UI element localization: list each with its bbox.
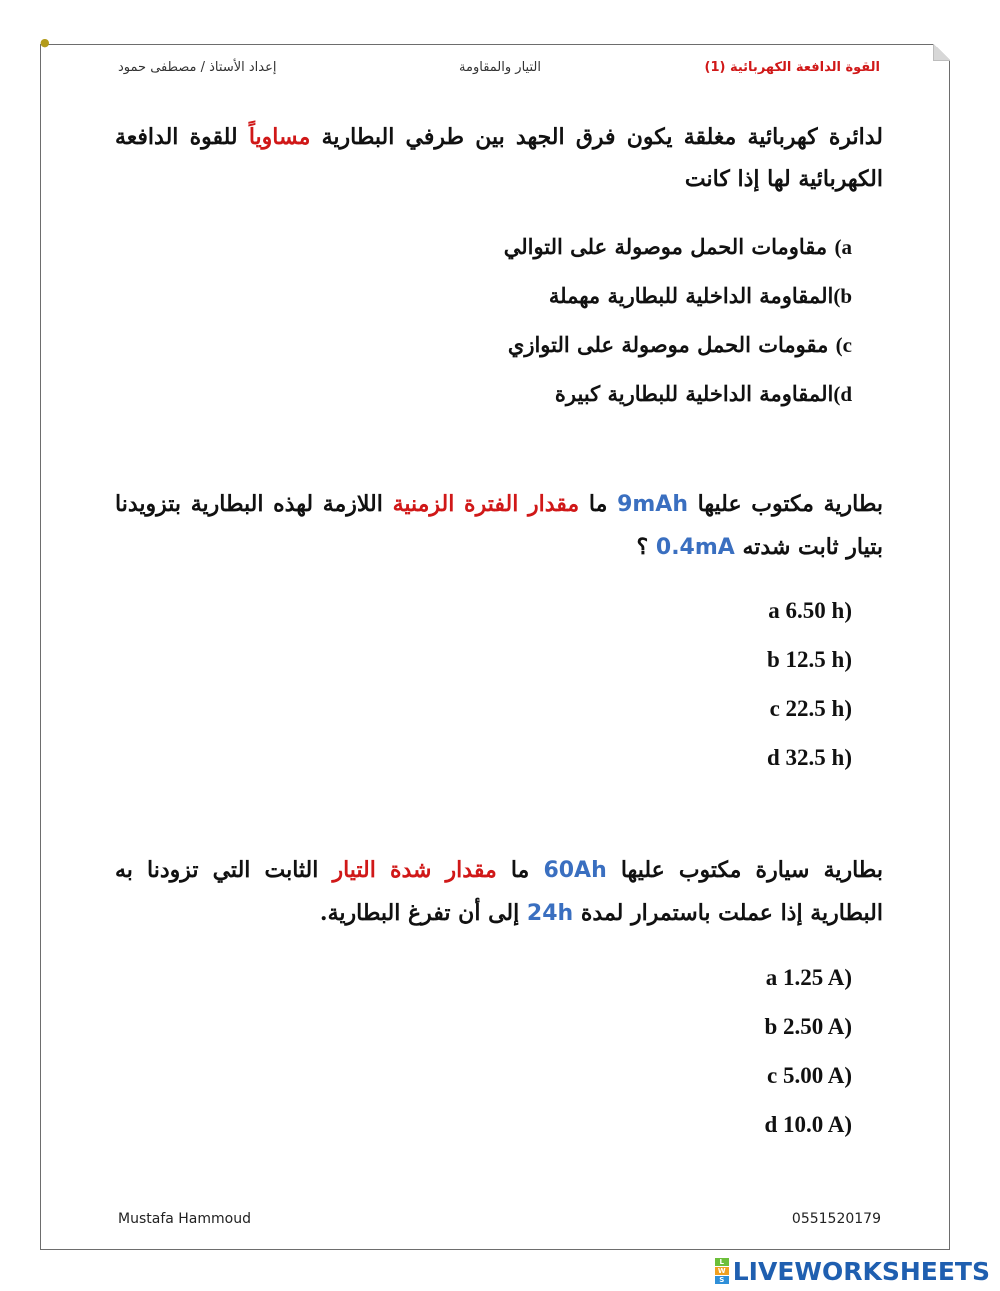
header-title: القوة الدافعة الكهربائية (1) [704,60,880,75]
q1-option-d[interactable] [504,369,852,418]
q2-part1: بطارية مكتوب عليها [697,491,883,517]
question-1-options [504,222,852,418]
q1-option-b[interactable] [504,271,852,320]
q1-highlight: مساوياً [248,124,311,150]
q1-option-d-text: المقاومة الداخلية للبطارية كبيرة [554,381,834,406]
q1-option-b-text: المقاومة الداخلية للبطارية مهملة [548,283,834,308]
logo-letter-w: W [715,1267,729,1275]
q2-option-b[interactable] [767,635,852,684]
q2-option-d-marker: (d [766,745,852,770]
q3-part2: ما [510,857,530,883]
q3-option-a-marker: (a [765,965,852,990]
question-1-text [115,116,883,200]
q3-part3: الثابت التي تزودنا به البطارية إذا عملت باستمرار لمدة [115,857,883,926]
q2-part2: ما [588,491,608,517]
page-fold-corner [933,44,950,61]
q3-part1: بطارية سيارة مكتوب عليها [620,857,883,883]
liveworksheets-brand[interactable] [715,1253,990,1289]
question-3-options [764,953,852,1149]
q1-option-a[interactable] [504,222,852,271]
q1-option-d-marker: d) [833,382,852,406]
q3-option-b-marker: (b [764,1014,852,1039]
q3-option-a[interactable] [764,953,852,1002]
question-2-text [115,483,883,569]
q2-option-c-text: 22.5 h [785,696,845,721]
header-topic: التيار والمقاومة [459,60,541,75]
q2-part3: اللازمة لهذه البطارية بتزويدنا بتيار ثابت شدته [115,491,883,560]
question-3-text [115,849,883,935]
q2-option-a-marker: (a [768,598,852,623]
pin-icon: ● [40,36,50,49]
q3-option-a-text: 1.25 A [782,965,845,990]
q1-option-c-text: مقومات الحمل موصولة على التوازي [507,332,829,357]
logo-letter-l: L [715,1258,729,1266]
q2-option-b-marker: (b [766,647,852,672]
q2-highlight: مقدار الفترة الزمنية [392,491,580,517]
q2-option-a[interactable] [767,586,852,635]
question-2-options [767,586,852,782]
q3-option-c-marker: (c [767,1063,852,1088]
q3-option-c[interactable] [764,1051,852,1100]
liveworksheets-text: LIVEWORKSHEETS [732,1256,990,1286]
q3-value1: 60Ah [543,858,607,883]
q2-option-c[interactable] [767,684,852,733]
q1-option-b-marker: b) [833,284,852,308]
q1-option-c-marker: c) [835,333,852,357]
q3-option-c-text: 5.00 A [782,1063,845,1088]
q3-option-d-text: 10.0 A [782,1112,845,1137]
q3-option-b-text: 2.50 A [782,1014,845,1039]
q2-end: ؟ [636,534,649,560]
footer-phone: 0551520179 [791,1211,881,1227]
q1-option-a-marker: a) [834,235,852,259]
q2-value2: 0.4mA [655,535,735,560]
q3-option-d[interactable] [764,1100,852,1149]
q2-option-a-text: 6.50 h [785,598,845,623]
footer-author-name: Mustafa Hammoud [118,1211,251,1227]
q2-option-d-text: 32.5 h [785,745,845,770]
q3-option-b[interactable] [764,1002,852,1051]
q3-part4: إلى أن تفرغ البطارية. [319,900,520,926]
q3-highlight: مقدار شدة التيار [332,857,497,883]
liveworksheets-logo-icon [715,1258,729,1284]
q2-option-b-text: 12.5 h [785,647,845,672]
logo-letter-s: S [715,1276,729,1284]
q3-value2: 24h [526,901,574,926]
q2-value1: 9mAh [617,492,688,517]
q1-option-a-text: مقاومات الحمل موصولة على التوالي [503,234,828,259]
q1-part1: لدائرة كهربائية مغلقة يكون فرق الجهد بين طرفي البطارية [321,124,883,150]
header-author: إعداد الأستاذ / مصطفى حمود [118,60,277,75]
q3-option-d-marker: (d [764,1112,852,1137]
q1-part2: للقوة الدافعة الكهربائية لها إذا كانت [115,124,883,192]
q2-option-c-marker: (c [769,696,852,721]
q2-option-d[interactable] [767,733,852,782]
q1-option-c[interactable] [504,320,852,369]
